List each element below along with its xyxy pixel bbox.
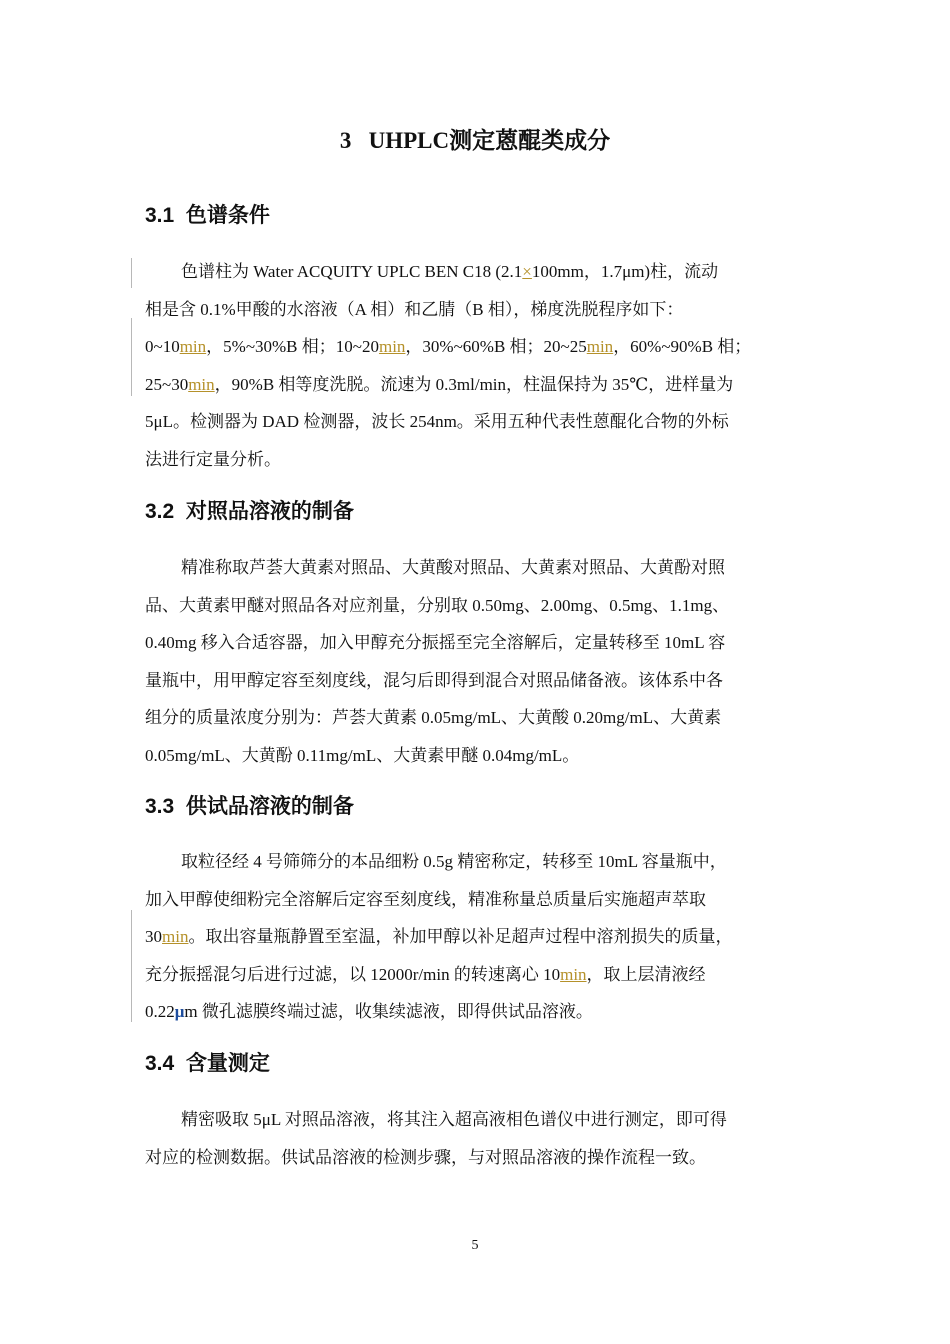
- revision-change-bar: [131, 318, 132, 396]
- text-line: 充分振摇混匀后进行过滤，以 12000r/min 的转速离心 10min，取上层清液经: [145, 964, 706, 984]
- section-heading-3-1: 3.1 色谱条件: [145, 204, 270, 227]
- text-line: 0.40mg 移入合适容器，加入甲醇充分振摇至完全溶解后，定量转移至 10mL 容: [145, 633, 726, 653]
- text-line: 量瓶中，用甲醇定容至刻度线，混匀后即得到混合对照品储备液。该体系中各: [145, 670, 723, 690]
- paragraph-content-determination: [145, 1101, 810, 1176]
- paragraph-test-solution: [145, 843, 810, 1031]
- revision-change-bar: [131, 258, 132, 288]
- revision-mark: min: [179, 337, 207, 357]
- section-heading-3-4: 3.4 含量测定: [145, 1052, 270, 1075]
- text-line: 5μL。检测器为 DAD 检测器，波长 254nm。采用五种代表性蒽醌化合物的外标: [145, 412, 729, 432]
- text-line: 精密吸取 5μL 对照品溶液，将其注入超高液相色谱仪中进行测定，即可得: [181, 1110, 727, 1129]
- highlighted-mu-symbol: μ: [174, 1002, 185, 1022]
- text-line: 组分的质量浓度分别为：芦荟大黄素 0.05mg/mL、大黄酸 0.20mg/mL、大黄素: [145, 708, 722, 728]
- section-heading-3-3: 3.3 供试品溶液的制备: [145, 795, 354, 818]
- page-number: 5: [471, 1238, 479, 1253]
- revision-mark: min: [586, 337, 614, 357]
- revision-mark: min: [560, 964, 587, 984]
- text-line: 取粒径经 4 号筛筛分的本品细粉 0.5g 精密称定，转移至 10mL 容量瓶中，: [181, 852, 727, 871]
- revision-mark: min: [378, 337, 406, 357]
- text-line: 色谱柱为 Water ACQUITY UPLC BEN C18 (2.1×100mm，1.7μm)柱，流动: [181, 262, 719, 281]
- text-line: 对应的检测数据。供试品溶液的检测步骤，与对照品溶液的操作流程一致。: [145, 1147, 706, 1167]
- text-line: 法进行定量分析。: [145, 449, 281, 469]
- text-line: 加入甲醇使细粉完全溶解后定容至刻度线，精准称量总质量后实施超声萃取: [145, 889, 706, 909]
- text-line: 精准称取芦荟大黄素对照品、大黄酸对照品、大黄素对照品、大黄酚对照: [181, 558, 725, 577]
- revision-change-bar: [131, 910, 132, 1022]
- text-line: 品、大黄素甲醚对照品各对应剂量，分别取 0.50mg、2.00mg、0.5mg、1.1mg、: [145, 595, 730, 615]
- revision-mark: min: [188, 374, 215, 394]
- text-line: 0.05mg/mL、大黄酚 0.11mg/mL、大黄素甲醚 0.04mg/mL。: [145, 745, 580, 765]
- revision-mark: min: [162, 927, 189, 947]
- text-line: 0~10min，5%~30%B 相；10~20min，30%~60%B 相；20~25min，60%~90%B 相；: [145, 337, 752, 357]
- section-heading-3-2: 3.2 对照品溶液的制备: [145, 500, 354, 523]
- chapter-title: 3 UHPLC测定蒽醌类成分: [339, 128, 611, 153]
- text-line: 相是含 0.1%甲酸的水溶液（A 相）和乙腈（B 相），梯度洗脱程序如下：: [145, 299, 684, 319]
- text-line: 30min。取出容量瓶静置至室温，补加甲醇以补足超声过程中溶剂损失的质量，: [145, 927, 733, 947]
- revision-mark: ×: [522, 262, 532, 281]
- text-line: 0.22μm 微孔滤膜终端过滤，收集续滤液，即得供试品溶液。: [145, 1002, 593, 1022]
- text-line: 25~30min，90%B 相等度洗脱。流速为 0.3ml/min，柱温保持为 35℃，进样量为: [145, 374, 734, 394]
- paragraph-chromatographic-conditions: [145, 253, 810, 479]
- paragraph-reference-solution: [145, 549, 810, 775]
